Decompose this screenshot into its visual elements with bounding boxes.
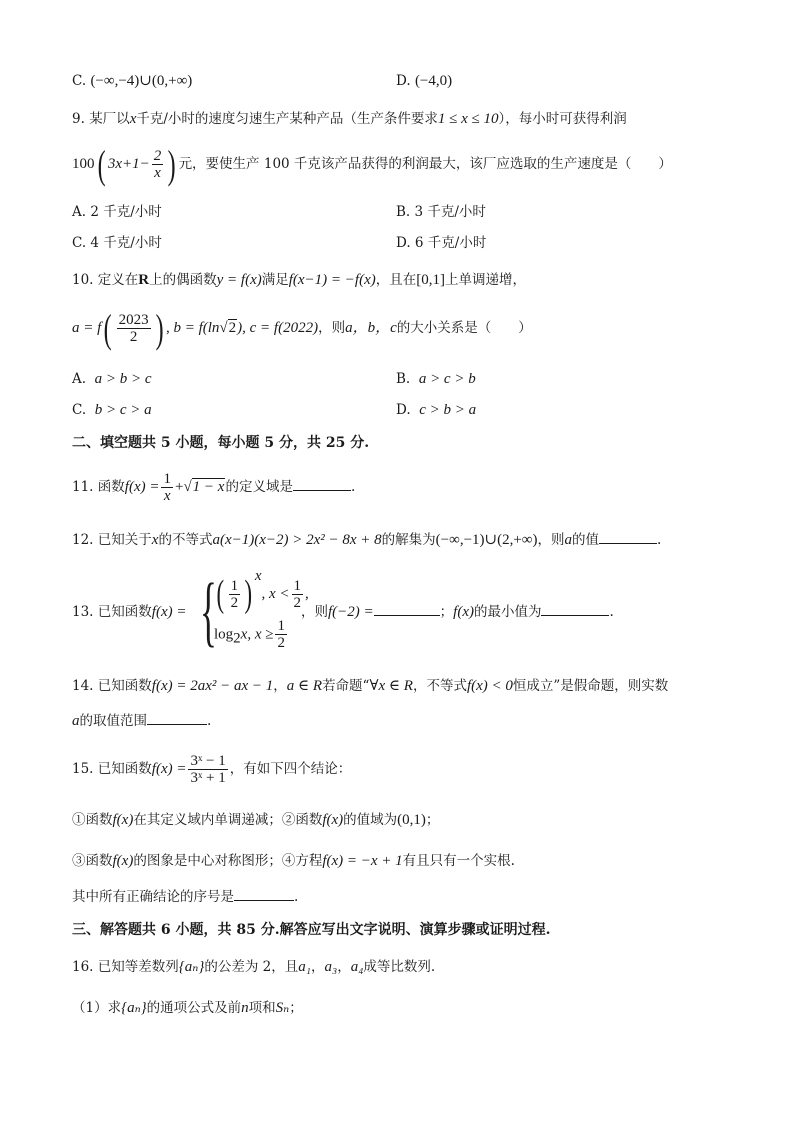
stem-text: ，则 <box>318 320 346 336</box>
math-var: a₃ <box>324 959 338 975</box>
fraction <box>275 618 287 651</box>
stem-text: ， <box>337 959 351 975</box>
stem-text: 已知函数 <box>97 604 152 620</box>
q12-stem <box>72 530 661 550</box>
q15-ask <box>72 887 298 907</box>
q16-part1 <box>72 998 303 1018</box>
fraction <box>161 471 173 504</box>
right-paren: ) <box>167 141 176 187</box>
option-value: c > b > a <box>419 402 477 418</box>
math-expr: f(x) = <box>151 761 187 777</box>
math-inline: f(x) = 2ax² − ax − 1 <box>151 678 274 694</box>
question-number: 11. <box>72 479 94 495</box>
q9-option-a: A. 2 千克/小时 <box>72 204 162 220</box>
math-coef: 100 <box>72 156 95 172</box>
question-number: 10. <box>72 272 94 288</box>
stem-text: ， <box>273 678 287 694</box>
fraction-denominator: x <box>154 165 161 181</box>
stem-text: 已知关于 <box>97 532 152 548</box>
math-inline: y = f(x) <box>216 272 262 288</box>
math-expr: f(x) <box>322 812 344 828</box>
fraction-numerator: 1 <box>293 577 302 594</box>
stem-text: 已知函数 <box>97 678 152 694</box>
stem-text: 元，要使生产 100 千克该产品获得的利润最大，该厂应选取的生产速度是（ ） <box>178 156 672 172</box>
stem-text: 的值域为 <box>343 812 398 828</box>
answer-blank[interactable] <box>599 531 657 544</box>
option-label: C. <box>72 73 87 89</box>
stem-text: 某厂以 <box>89 111 130 127</box>
option-value: a > b > c <box>94 371 152 387</box>
math-expr: f(x) = <box>124 479 160 495</box>
stem-text: 恒成立”是假命题，则实数 <box>512 678 669 694</box>
question-number: 14. <box>72 678 94 694</box>
stem-text: 已知函数 <box>97 761 152 777</box>
left-paren: ( <box>103 305 112 351</box>
fraction-denominator: 3ˣ + 1 <box>190 770 226 786</box>
math-expr: f(x) <box>112 853 134 869</box>
math-set: R <box>138 272 150 288</box>
q14-stem-line1 <box>72 676 668 696</box>
stem-text: . <box>657 532 662 548</box>
stem-text: 有且只有一个实根. <box>402 853 515 869</box>
fraction-numerator: 1 <box>277 618 285 634</box>
piecewise-case-1 <box>214 566 309 615</box>
stem-text: 的大小关系是（ ） <box>396 320 532 336</box>
sqrt-arg: 2 <box>228 320 237 336</box>
question-number: 13. <box>72 604 94 620</box>
q9-option-d: D. 6 千克/小时 <box>396 235 487 251</box>
fraction-numerator: 1 <box>163 471 171 487</box>
stem-text: 定义在 <box>97 272 139 288</box>
math-expr: f(−2) = <box>328 604 374 620</box>
q9-option-c: C. 4 千克/小时 <box>72 235 162 251</box>
stem-text: ①函数 <box>72 812 113 828</box>
q9-option-b: B. 3 千克/小时 <box>396 204 486 220</box>
fraction-denominator: x <box>163 488 171 504</box>
math-expr: f(x) <box>453 604 474 620</box>
q9-stem-line2 <box>72 141 672 187</box>
q9-stem-line1 <box>72 109 627 129</box>
answer-blank[interactable] <box>541 603 609 616</box>
q11-stem <box>72 470 355 506</box>
stem-text: 函数 <box>97 479 125 495</box>
math-expr: f(x) <box>112 812 134 828</box>
q10-stem-line1 <box>72 270 526 290</box>
math-inline: (−∞,−1)∪(2,+∞) <box>435 532 538 548</box>
math-expr: 3x+1− <box>107 156 150 172</box>
fraction-numerator: 2023 <box>118 312 149 328</box>
math-inline: a，b，c <box>345 320 397 336</box>
fraction-denominator: 2 <box>293 594 302 611</box>
stem-text: 的值 <box>572 532 599 548</box>
stem-text: 的取值范围 <box>79 713 147 729</box>
stem-text: 成等比数列. <box>363 959 436 975</box>
math-expr: f(x) = <box>151 604 187 620</box>
fraction <box>117 312 151 345</box>
piecewise-case-2 <box>214 618 289 651</box>
option-value: a > c > b <box>418 371 476 387</box>
stem-text: ； <box>289 1000 303 1016</box>
q10-option-d <box>396 400 476 420</box>
math-op: + <box>174 479 184 495</box>
fraction <box>152 148 164 181</box>
option-label: D. <box>396 402 411 418</box>
answer-blank[interactable] <box>147 712 207 725</box>
math-inline: {aₙ} <box>121 1000 147 1016</box>
stem-text: 满足 <box>261 272 289 288</box>
stem-text: 的公差为 2，且 <box>204 959 299 975</box>
stem-text: 若命题“ <box>322 678 370 694</box>
stem-text: 的解集为 <box>381 532 436 548</box>
answer-blank[interactable] <box>234 888 294 901</box>
math-inline: ∀x ∈ R <box>369 678 413 694</box>
option-label: D. <box>396 73 411 89</box>
subscript: 2 <box>233 630 241 647</box>
fraction-denominator: 2 <box>129 329 138 345</box>
math-inline: f(x) < 0 <box>466 678 513 694</box>
fraction <box>188 753 227 786</box>
option-value: b > c > a <box>94 402 152 418</box>
q10-stem-line2 <box>72 305 532 351</box>
option-value: (−∞,−4)∪(0,+∞) <box>90 73 193 89</box>
option-label: B. <box>396 371 411 387</box>
right-paren: ) <box>155 305 164 351</box>
answer-blank[interactable] <box>293 478 351 491</box>
math-expr: , x < <box>261 586 290 602</box>
stem-text: 上的偶函数 <box>149 272 217 288</box>
stem-text: . <box>609 604 614 620</box>
q10-option-a <box>72 369 152 389</box>
math-var: a <box>72 713 80 729</box>
stem-text: 千克/小时的速度匀速生产某种产品（生产条件要求 <box>136 111 438 127</box>
q15-conclusions-3-4 <box>72 851 515 871</box>
q16-stem <box>72 957 435 977</box>
q15-conclusions-1-2 <box>72 810 439 830</box>
fraction-numerator: 2 <box>153 148 162 164</box>
stem-text: （1）求 <box>72 1000 122 1016</box>
math-expr: log <box>214 626 234 643</box>
sqrt-sign: √ <box>183 479 192 495</box>
stem-text: 的通项公式及前 <box>146 1000 242 1016</box>
math-op: , <box>305 586 309 602</box>
stem-text: ③函数 <box>72 853 113 869</box>
stem-text: . <box>207 713 212 729</box>
q8-option-c <box>72 71 192 91</box>
stem-text: 已知等差数列 <box>97 959 179 975</box>
math-expr: a = f <box>72 320 102 336</box>
math-expr: , b = f(ln <box>165 320 220 336</box>
stem-text: ，则 <box>537 532 565 548</box>
fraction-denominator: 2 <box>277 635 285 651</box>
math-expr: x, x ≥ <box>240 626 274 643</box>
math-var: a₁ <box>298 959 311 975</box>
stem-text: 其中所有正确结论的序号是 <box>72 889 234 905</box>
q13-label <box>72 602 186 622</box>
math-inline: {aₙ} <box>178 959 205 975</box>
stem-text: ； <box>439 604 454 620</box>
stem-text: ，则 <box>301 604 328 620</box>
section-heading-solutions: 三、解答题共 6 小题，共 85 分.解答应写出文字说明、演算步骤或证明过程. <box>72 922 551 938</box>
math-var: x <box>151 532 159 548</box>
math-var: n <box>241 1000 249 1016</box>
math-inline: a ∈ R <box>286 678 323 694</box>
math-inline: (0,1) <box>397 812 426 828</box>
right-paren: ) <box>244 573 253 615</box>
fraction-denominator: 2 <box>230 594 239 611</box>
math-var: Sₙ <box>275 1000 290 1016</box>
math-inline: f(x) = −x + 1 <box>322 853 403 869</box>
stem-text: 的图象是中心对称图形；④方程 <box>133 853 323 869</box>
stem-text: ），每小时可获得利润 <box>498 111 627 127</box>
piecewise-brace: { <box>200 567 217 654</box>
q15-stem <box>72 752 351 788</box>
math-var: a <box>564 532 572 548</box>
option-label: A. <box>72 371 87 387</box>
stem-text: ，不等式 <box>412 678 467 694</box>
question-number: 9. <box>72 111 85 127</box>
sqrt-sign: √ <box>219 320 228 336</box>
stem-text: ，且在 <box>375 272 417 288</box>
q14-stem-line2 <box>72 711 211 731</box>
option-label: C. <box>72 402 87 418</box>
stem-text: 的最小值为 <box>473 604 542 620</box>
math-inline: f(x−1) = −f(x) <box>288 272 376 288</box>
option-value: (−4,0) <box>414 73 453 89</box>
question-number: 12. <box>72 532 94 548</box>
math-inline: [0,1] <box>416 272 445 288</box>
math-expr: ), c = f(2022) <box>237 320 319 336</box>
q8-option-d <box>396 71 452 91</box>
stem-text: . <box>294 889 299 905</box>
q13-tail <box>301 602 614 622</box>
question-number: 16. <box>72 959 94 975</box>
math-inline: 1 ≤ x ≤ 10 <box>437 111 499 127</box>
stem-text: 的不等式 <box>158 532 213 548</box>
stem-text: 上单调递增， <box>444 272 526 288</box>
fraction <box>229 578 241 611</box>
math-var: x <box>129 111 137 127</box>
q10-option-b <box>396 369 476 389</box>
q10-option-c <box>72 400 152 420</box>
answer-blank[interactable] <box>374 603 440 616</box>
fraction-numerator: 3ˣ − 1 <box>190 753 226 769</box>
question-number: 15. <box>72 761 94 777</box>
sqrt-arg: 1 − x <box>192 479 225 495</box>
section-heading-fill-in: 二、填空题共 5 小题，每小题 5 分，共 25 分. <box>72 435 370 451</box>
math-var: a₄ <box>350 959 364 975</box>
stem-text: ，有如下四个结论： <box>229 761 352 777</box>
stem-text: 在其定义域内单调递减；②函数 <box>133 812 323 828</box>
stem-text: 的定义域是 <box>225 479 293 495</box>
left-paren: ( <box>216 573 225 615</box>
exponent: x <box>254 568 262 584</box>
stem-text: ； <box>425 812 440 828</box>
math-inline: a(x−1)(x−2) > 2x² − 8x + 8 <box>212 532 382 548</box>
fraction-numerator: 1 <box>230 577 239 594</box>
stem-text: 项和 <box>248 1000 276 1016</box>
stem-text: . <box>350 479 356 495</box>
stem-text: ， <box>310 959 325 975</box>
left-paren: ( <box>97 141 106 187</box>
